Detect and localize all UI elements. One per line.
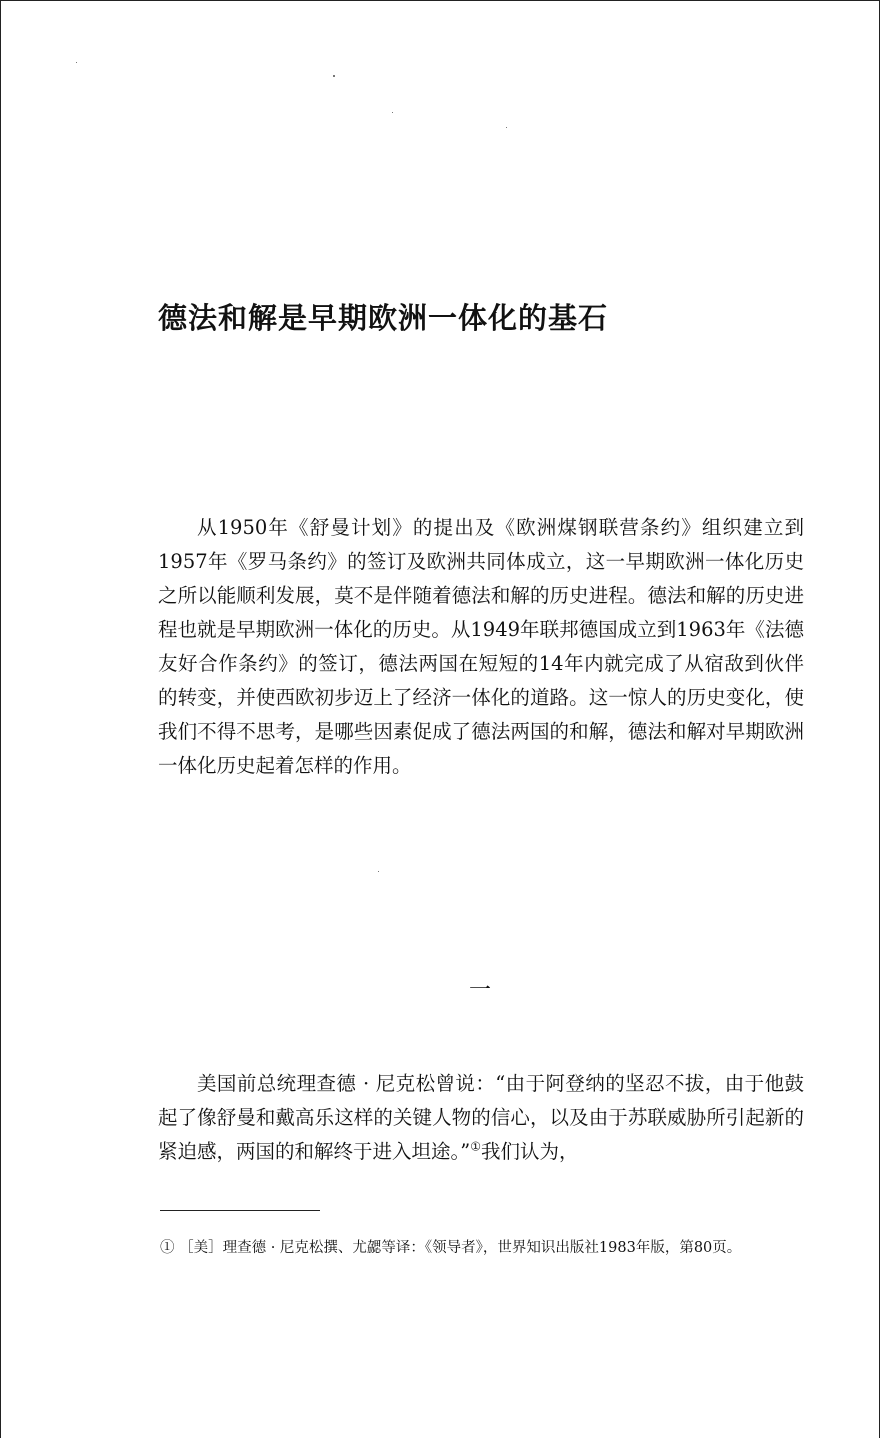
scan-speck	[378, 871, 379, 872]
paragraph-tail: 我们认为，	[481, 1140, 579, 1163]
scan-speck	[392, 112, 393, 113]
scan-speck	[333, 75, 335, 77]
section-number: 一	[469, 978, 492, 1003]
paragraph-nixon-quote	[158, 1067, 804, 1169]
scan-speck	[506, 127, 507, 128]
footnote-reference[interactable]: ①	[470, 1139, 481, 1154]
footnote-divider	[160, 1210, 320, 1211]
footnote: ① ［美］理查德 · 尼克松撰、尤勰等译：《领导者》，世界知识出版社1983年版，第80页。	[160, 1240, 742, 1256]
paragraph-text: 美国前总统理查德 · 尼克松曾说：“由于阿登纳的坚忍不拔，由于他鼓起了像舒曼和戴高乐这样的关键人物的信心，以及由于苏联威胁所引起新的紧迫感，两国的和解终于进入坦途。”	[158, 1072, 804, 1163]
page-title: 德法和解是早期欧洲一体化的基石	[158, 301, 609, 335]
scan-speck	[76, 62, 77, 63]
paragraph-intro: 从1950年《舒曼计划》的提出及《欧洲煤钢联营条约》组织建立到1957年《罗马条约》的签订及欧洲共同体成立，这一早期欧洲一体化历史之所以能顺利发展，莫不是伴随着德法和解的历史进程。德法和解的历史进程也就是早期欧洲一体化的历史。从1949年联邦德国成立到1963年《法德友好合作条约》的签订，德法两国在短短的14年内就完成了从宿敌到伙伴的转变，并使西欧初步迈上了经济一体化的道路。这一惊人的历史变化，使我们不得不思考，是哪些因素促成了德法两国的和解，德法和解对早期欧洲一体化历史起着怎样的作用。	[158, 516, 804, 777]
